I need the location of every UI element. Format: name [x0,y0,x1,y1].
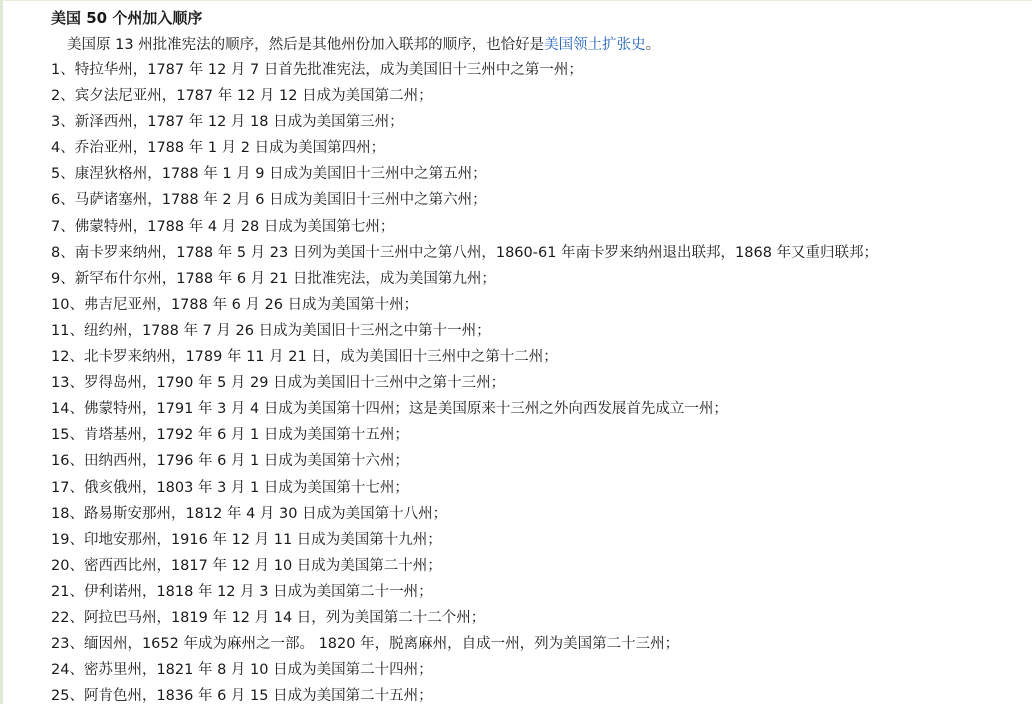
intro-paragraph [67,35,660,55]
list-item: 21、伊利诺州，1818 年 12 月 3 日成为美国第二十一州； [51,583,433,600]
list-item: 13、罗得岛州，1790 年 5 月 29 日成为美国旧十三州中之第十三州； [51,375,506,392]
states-list [51,60,878,704]
list-item: 6、马萨诸塞州，1788 年 2 月 6 日成为美国旧十三州中之第六州； [51,192,487,209]
list-item: 1、特拉华州，1787 年 12 月 7 日首先批准宪法，成为美国旧十三州中之第一州； [51,62,583,78]
list-item: 17、俄亥俄州，1803 年 3 月 1 日成为美国第十七州； [51,479,409,496]
list-item: 11、纽约州，1788 年 7 月 26 日成为美国旧十三州之中第十一州； [51,322,491,339]
list-item: 16、田纳西州，1796 年 6 月 1 日成为美国第十六州； [51,453,409,470]
list-item: 23、缅因州，1652 年成为麻州之一部。 1820 年，脱离麻州，自成一州，列为美国第二十三州； [51,636,680,653]
page-title: 美国 50 个州加入顺序 [51,9,203,27]
list-item: 3、新泽西州，1787 年 12 月 18 日成为美国第三州； [51,114,404,131]
list-item: 25、阿肯色州，1836 年 6 月 15 日成为美国第二十五州； [51,688,433,704]
list-item: 7、佛蒙特州，1788 年 4 月 28 日成为美国第七州； [51,218,395,235]
list-item: 10、弗吉尼亚州，1788 年 6 月 26 日成为美国第十州； [51,296,419,313]
list-item: 14、佛蒙特州，1791 年 3 月 4 日成为美国第十四州；这是美国原来十三州之外向西发展首先成立一州； [51,401,728,418]
list-item: 8、南卡罗来纳州，1788 年 5 月 23 日列为美国十三州中之第八州，1860-61 年南卡罗来纳州退出联邦，1868 年又重归联邦； [51,244,879,261]
territorial-expansion-link[interactable]: 美国领土扩张史 [544,37,646,53]
list-item: 18、路易斯安那州，1812 年 4 月 30 日成为美国第十八州； [51,505,448,522]
list-item: 19、印地安那州，1916 年 12 月 11 日成为美国第十九州； [51,531,442,548]
list-item: 9、新罕布什尔州，1788 年 6 月 21 日批准宪法，成为美国第九州； [51,270,496,287]
list-item: 22、阿拉巴马州，1819 年 12 月 14 日，列为美国第二十二个州； [51,609,486,626]
list-item: 12、北卡罗来纳州，1789 年 11 月 21 日，成为美国旧十三州中之第十二州； [51,349,558,366]
intro-text: 美国原 13 州批准宪法的顺序，然后是其他州份加入联邦的顺序，也恰好是 [67,37,545,53]
list-item: 24、密苏里州，1821 年 8 月 10 日成为美国第二十四州； [51,662,433,679]
list-item: 2、宾夕法尼亚州，1787 年 12 月 12 日成为美国第二州； [51,88,433,105]
list-item: 4、乔治亚州，1788 年 1 月 2 日成为美国第四州； [51,140,386,157]
list-item: 15、肯塔基州，1792 年 6 月 1 日成为美国第十五州； [51,427,409,444]
intro-end: 。 [645,37,661,53]
list-item: 5、康涅狄格州，1788 年 1 月 9 日成为美国旧十三州中之第五州； [51,166,487,183]
list-item: 20、密西西比州，1817 年 12 月 10 日成为美国第二十州； [51,557,442,574]
